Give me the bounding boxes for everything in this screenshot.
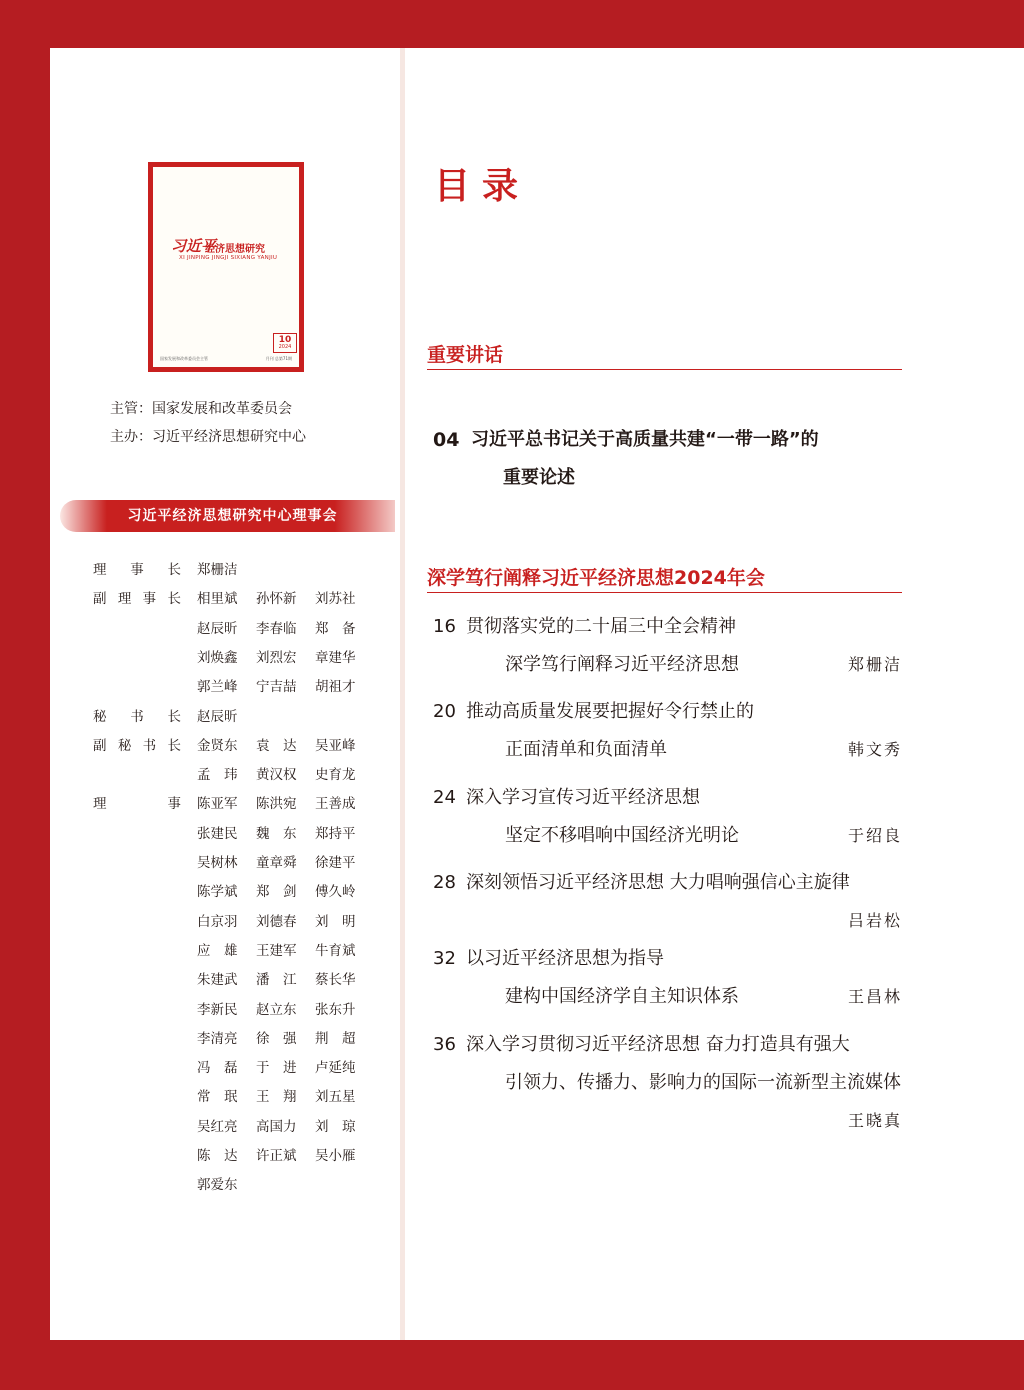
toc-article-author: 韩文秀 (847, 740, 902, 759)
toc-article-title-line1: 贯彻落实党的二十届三中全会精神 (466, 616, 736, 637)
council-role-char: 理 (93, 796, 107, 813)
council-role-char: 书 (130, 708, 144, 725)
council-member-name: 徐 强 (256, 1030, 297, 1047)
council-role-char: 秘 (93, 708, 107, 725)
toc-article-title-line1: 深刻领悟习近平经济思想 大力唱响强信心主旋律 (466, 872, 850, 893)
toc-article-title-line2: 正面清单和负面清单 (505, 739, 667, 760)
council-heading: 习近平经济思想研究中心理事会 (127, 508, 338, 524)
council-role-char: 秘 (117, 737, 132, 754)
council-member-name: 高国力 (256, 1118, 297, 1135)
council-role-label (93, 736, 181, 756)
council-member-name: 卢延纯 (315, 1060, 356, 1077)
council-member-name: 郑 剑 (256, 884, 297, 901)
council-member-name: 陈洪宛 (256, 796, 297, 813)
toc-article-title-line2: 建构中国经济学自主知识体系 (505, 986, 739, 1007)
council-member-name: 吴红亮 (197, 1118, 238, 1135)
council-member-name: 许正斌 (256, 1148, 297, 1164)
council-member-name: 张东升 (315, 1001, 356, 1018)
toc-article-author: 王昌林 (847, 987, 902, 1006)
section-heading-annual: 深学笃行阐释习近平经济思想2024年会 (427, 563, 902, 593)
council-member-name: 郭兰峰 (197, 679, 238, 696)
council-member-name: 傅久岭 (315, 884, 356, 901)
cover-title: 经济思想研究 (205, 244, 265, 255)
council-member-name: 冯 磊 (197, 1060, 238, 1077)
council-member-name: 于 进 (256, 1060, 297, 1077)
council-member-name: 李清亮 (197, 1030, 238, 1047)
toc-article-author: 王晓真 (847, 1111, 902, 1130)
council-member-name: 白京羽 (197, 913, 238, 930)
council-member-name: 宁吉喆 (256, 679, 297, 696)
cover-footer-right: 月刊 总第71期 (265, 356, 292, 361)
council-member-name: 李春临 (256, 620, 297, 637)
council-member-name: 郑 备 (315, 620, 356, 637)
cover-inner (153, 167, 299, 367)
toc-page-number: 20 (433, 701, 456, 722)
toc-article-title-line2: 坚定不移唱响中国经济光明论 (505, 825, 739, 846)
council-member-name: 刘苏社 (315, 591, 356, 608)
council-role-char: 理 (93, 562, 107, 578)
toc-article-title-line1: 深入学习贯彻习近平经济思想 奋力打造具有强大 (466, 1034, 850, 1055)
toc-article-title-line1: 推动高质量发展要把握好令行禁止的 (466, 701, 754, 722)
cover-footer-left: 国家发展和改革委员会主管 (160, 356, 208, 361)
toc-page-number: 24 (433, 787, 456, 808)
cover-issue-number: 10 (278, 335, 292, 345)
council-role-char: 副 (93, 591, 107, 608)
council-member-name: 常 珉 (197, 1089, 238, 1106)
council-member-name: 李新民 (197, 1001, 238, 1018)
council-role-char: 理 (117, 591, 132, 608)
section-heading-speech: 重要讲话 (427, 340, 902, 370)
council-member-name: 郑栅洁 (197, 562, 238, 578)
toc-page-number: 36 (433, 1034, 456, 1055)
council-member-name: 陈亚军 (197, 796, 238, 813)
council-member-name: 胡祖才 (315, 679, 356, 696)
council-role-label (93, 707, 181, 727)
council-role-char: 事 (130, 562, 144, 578)
toc-page-number: 32 (433, 948, 456, 969)
council-member-name: 童章舜 (256, 855, 297, 871)
council-member-name: 相里斌 (197, 591, 238, 608)
council-role-label (93, 560, 181, 580)
council-role-char: 长 (167, 737, 181, 754)
council-member-name: 王善成 (315, 796, 356, 813)
council-member-name: 陈学斌 (197, 884, 238, 901)
council-member-name: 徐建平 (315, 855, 356, 871)
council-member-name: 孟 玮 (197, 767, 238, 784)
council-member-name: 刘焕鑫 (197, 649, 238, 666)
toc-article-author: 于绍良 (847, 826, 902, 845)
council-member-name: 史育龙 (315, 767, 356, 784)
sponsor-line: 主办：习近平经济思想研究中心 (110, 429, 306, 445)
cover-pinyin: XI JINPING JINGJI SIXIANG YANJIU (179, 255, 278, 261)
cover-footer (160, 356, 292, 362)
toc-page-number: 28 (433, 872, 456, 893)
council-member-name: 刘德春 (256, 913, 297, 930)
toc-title: 目录 (434, 166, 531, 207)
council-role-char: 事 (167, 796, 181, 813)
council-member-name: 刘 琼 (315, 1118, 356, 1135)
council-member-name: 应 雄 (197, 942, 238, 959)
council-member-name: 牛育斌 (315, 942, 356, 959)
cover-thumbnail (148, 162, 304, 372)
toc-article-author: 郑栅洁 (847, 655, 902, 674)
toc-article-author: 吕岩松 (847, 911, 902, 930)
cover-issue-badge (273, 333, 297, 353)
council-member-name: 蔡长华 (315, 972, 356, 989)
council-member-name: 吴亚峰 (315, 737, 356, 754)
council-member-name: 王 翔 (256, 1089, 297, 1106)
council-member-name: 袁 达 (256, 737, 297, 754)
council-role-char: 长 (167, 591, 181, 608)
council-member-name: 吴小雁 (315, 1148, 356, 1164)
council-member-name: 郭爱东 (197, 1177, 238, 1194)
council-member-name: 潘 江 (256, 972, 297, 989)
council-role-char: 长 (167, 708, 181, 725)
council-member-name: 荆 超 (315, 1030, 356, 1047)
column-divider (400, 48, 405, 1340)
lead-title-line1: 习近平总书记关于高质量共建“一带一路”的 (471, 429, 819, 450)
toc-article-title-line1: 以习近平经济思想为指导 (466, 948, 664, 969)
council-role-char: 书 (142, 737, 157, 754)
council-member-name: 金贤东 (197, 737, 238, 754)
council-member-name: 张建民 (197, 825, 238, 842)
council-member-name: 孙怀新 (256, 591, 297, 608)
council-member-name: 刘五星 (315, 1089, 356, 1106)
council-role-label (93, 589, 181, 609)
council-member-name: 王建军 (256, 942, 297, 959)
lead-page-number: 04 (433, 429, 460, 451)
council-member-name: 魏 东 (256, 825, 297, 842)
council-member-name: 刘 明 (315, 913, 356, 930)
cover-logo-glyph: 习近平 (171, 237, 217, 255)
council-member-name: 赵辰昕 (197, 620, 238, 637)
council-role-label (93, 794, 181, 814)
council-member-name: 陈 达 (197, 1148, 238, 1164)
council-heading-bar (60, 500, 395, 532)
council-member-name: 刘烈宏 (256, 649, 297, 666)
council-member-name: 郑持平 (315, 825, 356, 842)
council-member-name: 吴树林 (197, 855, 238, 871)
council-member-name: 朱建武 (197, 972, 238, 989)
council-member-name: 赵辰昕 (197, 708, 238, 725)
council-role-char: 副 (93, 737, 107, 754)
toc-article-title-line2: 引领力、传播力、影响力的国际一流新型主流媒体 (505, 1072, 901, 1093)
council-role-char: 事 (142, 591, 157, 608)
toc-article-title-line2: 深学笃行阐释习近平经济思想 (505, 654, 739, 675)
council-member-name: 黄汉权 (256, 767, 297, 784)
lead-title-line2: 重要论述 (503, 467, 575, 488)
toc-article-title-line1: 深入学习宣传习近平经济思想 (466, 787, 700, 808)
council-member-name: 赵立东 (256, 1001, 297, 1018)
council-member-name: 章建华 (315, 649, 356, 666)
council-role-char: 长 (167, 562, 181, 578)
toc-page-number: 16 (433, 616, 456, 637)
cover-issue-year: 2024 (278, 344, 292, 350)
supervisor-line: 主管：国家发展和改革委员会 (110, 401, 292, 417)
